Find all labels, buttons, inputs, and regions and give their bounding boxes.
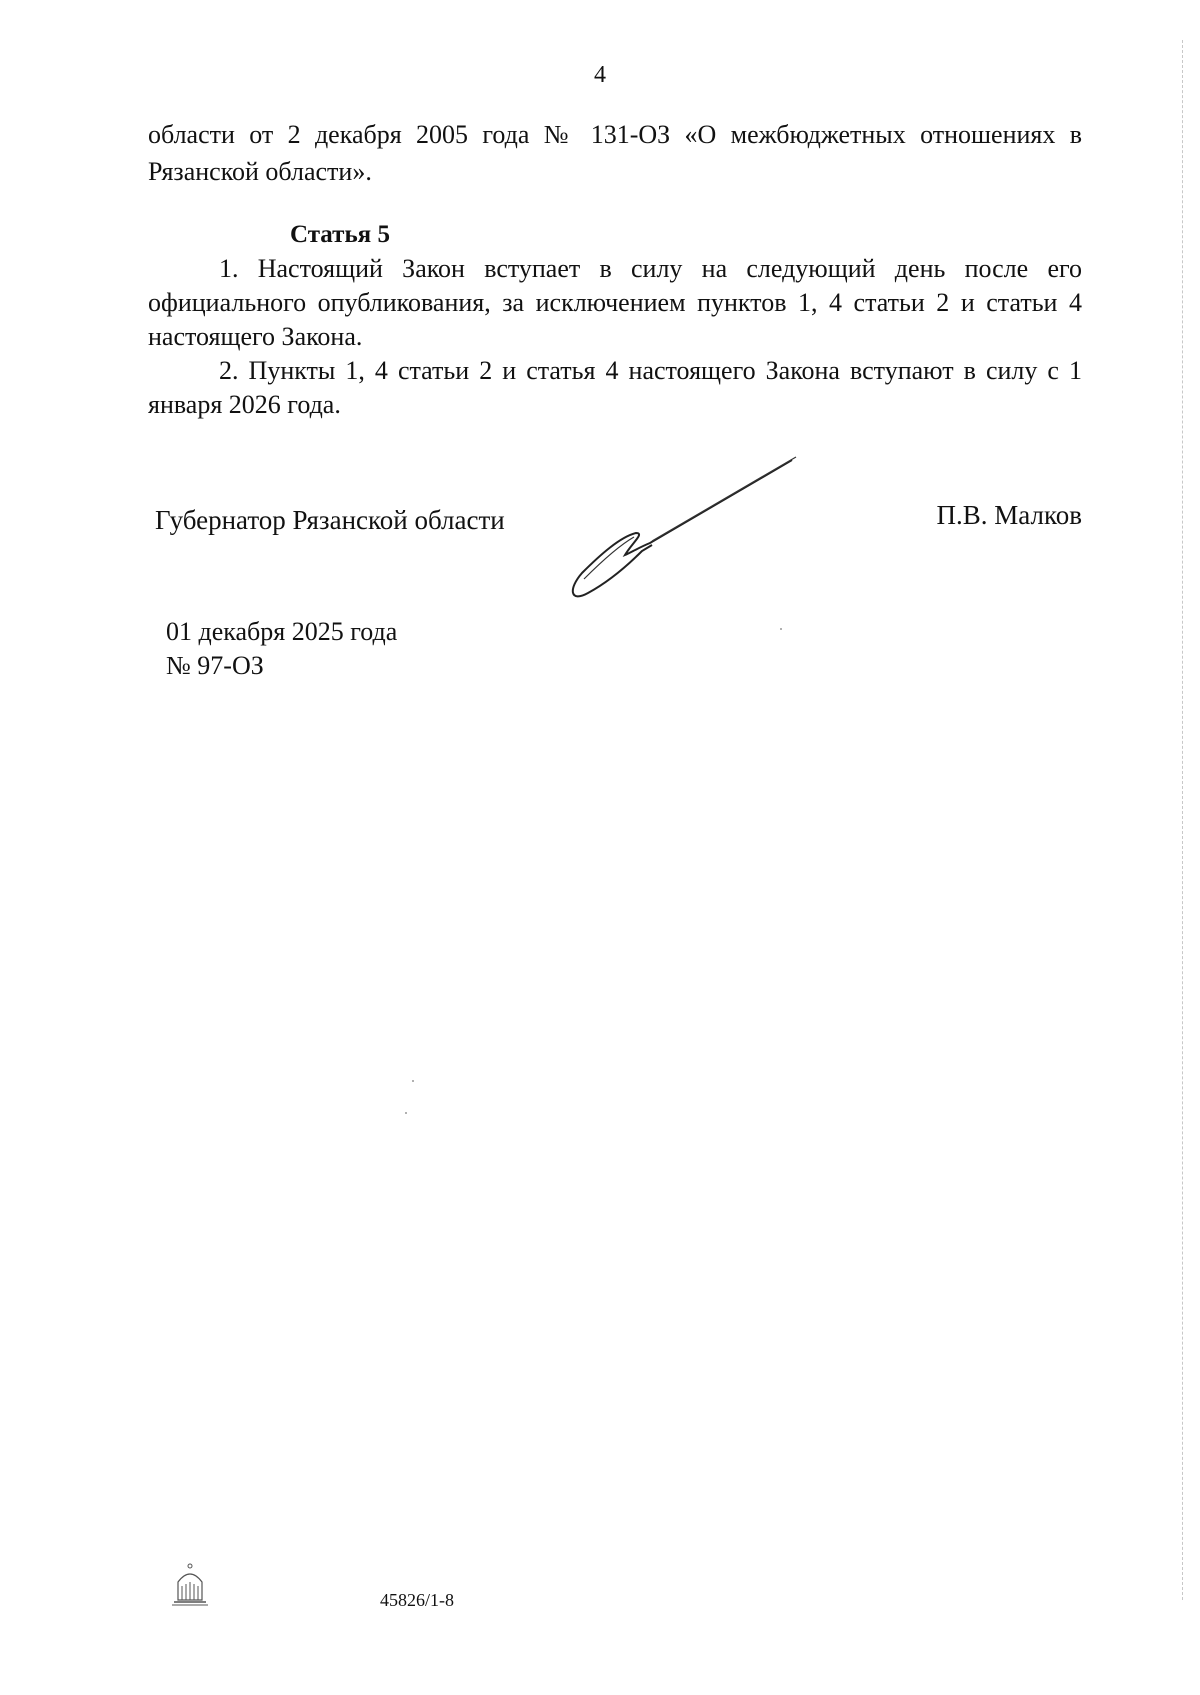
- footer-code: 45826/1-8: [380, 1590, 454, 1610]
- scan-speck: [405, 1112, 407, 1114]
- article-paragraph-2: 2. Пункты 1, 4 статьи 2 и статья 4 настоящего Закона вступают в силу с 1 января 2026 года.: [148, 356, 1082, 419]
- article-heading: Статья 5: [290, 221, 390, 248]
- scan-speck: [412, 1080, 414, 1082]
- signer-name: П.В. Малков: [936, 500, 1082, 530]
- scan-edge-marks: [1182, 40, 1189, 1600]
- handwritten-signature: [570, 455, 870, 645]
- scan-speck: [780, 628, 782, 630]
- signing-date: 01 декабря 2025 года: [166, 617, 398, 646]
- article-5: [148, 218, 1082, 422]
- printing-house-emblem-icon: [170, 1560, 210, 1608]
- law-number: № 97-ОЗ: [166, 651, 264, 680]
- signer-title: Губернатор Рязанской области: [155, 505, 505, 535]
- article-paragraph-1: 1. Настоящий Закон вступает в силу на следующий день после его официального опубликования, за исключением пунктов 1, 4 статьи 2 и статьи 4 настоящего Закона.: [148, 254, 1082, 351]
- continuation-paragraph: области от 2 декабря 2005 года № 131-ОЗ «О межбюджетных отношениях в Рязанской области».: [148, 120, 1082, 186]
- page-number: 4: [594, 62, 606, 88]
